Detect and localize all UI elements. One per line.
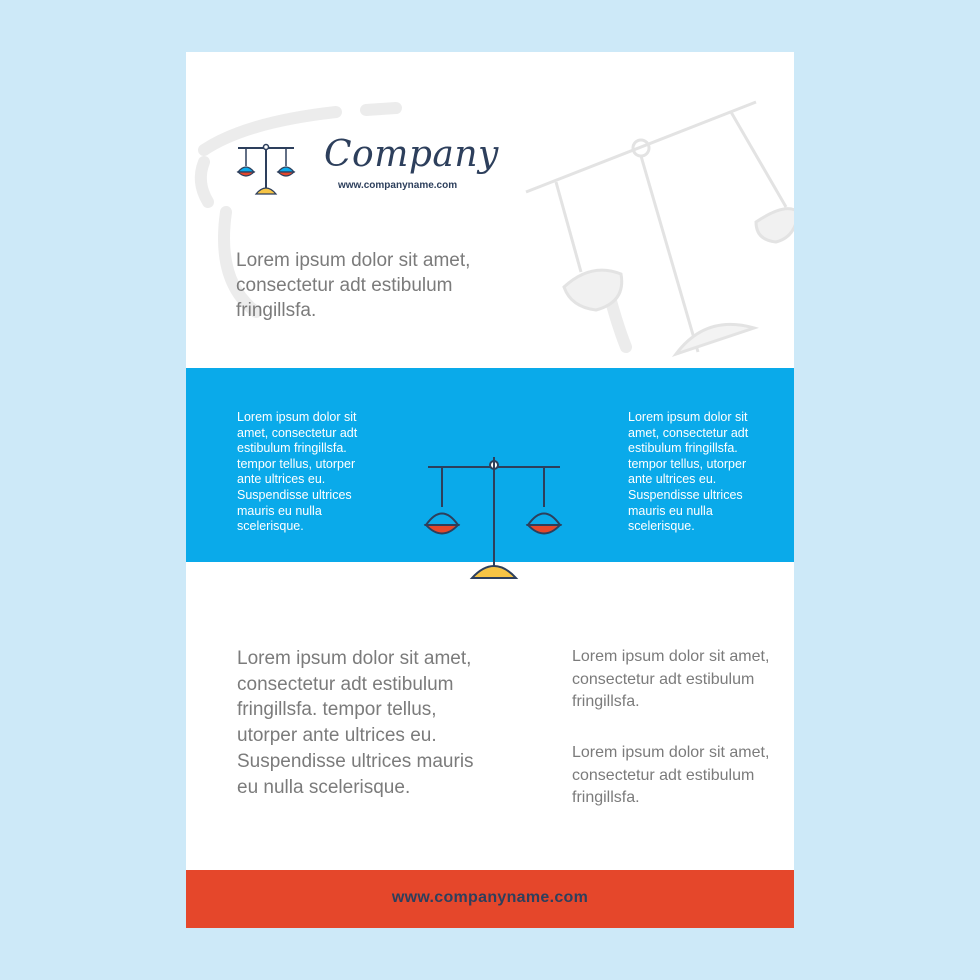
company-name: Company	[324, 134, 499, 175]
body-right-paragraph-2: Lorem ipsum dolor sit amet, consectetur adt estibulum fringillsfa.	[572, 744, 770, 806]
band-left-paragraph: Lorem ipsum dolor sit amet, consectetur adt estibulum fringillsfa. tempor tellus, utorper ante ultrices eu. Suspendisse ultrices mauris eu nulla scelerisque.	[237, 410, 358, 534]
balance-scale-icon	[236, 142, 296, 196]
body-right-paragraph-1: Lorem ipsum dolor sit amet, consectetur adt estibulum fringillsfa.	[572, 648, 770, 710]
intro-paragraph: Lorem ipsum dolor sit amet, consectetur adt estibulum fringillsfa.	[236, 250, 471, 321]
brochure-page	[186, 52, 794, 928]
band-right-paragraph: Lorem ipsum dolor sit amet, consectetur adt estibulum fringillsfa. tempor tellus, utorper ante ultrices eu. Suspendisse ultrices mauris eu nulla scelerisque.	[628, 410, 749, 534]
balance-scale-icon	[186, 368, 794, 583]
footer-url-link[interactable]: www.companyname.com	[391, 889, 589, 906]
body-left-paragraph: Lorem ipsum dolor sit amet, consectetur adt estibulum fringillsfa. tempor tellus, utorper ante ultrices eu. Suspendisse ultrices mauris eu nulla scelerisque.	[237, 648, 474, 798]
footer-bar	[186, 870, 794, 928]
company-url[interactable]: www.companyname.com	[338, 180, 458, 191]
balance-scale-watermark-icon	[186, 52, 794, 372]
